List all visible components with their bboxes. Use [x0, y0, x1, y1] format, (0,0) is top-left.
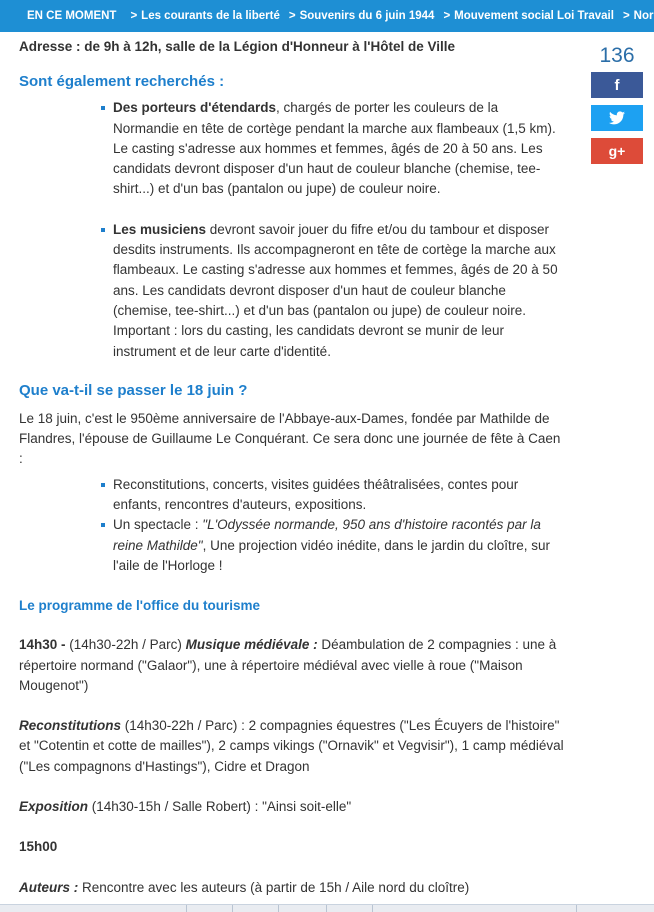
address-line: Adresse : de 9h à 12h, salle de la Légion d'Honneur à l'Hôtel de Ville — [19, 39, 456, 54]
list-item — [113, 220, 567, 362]
list-item-text: devront savoir jouer du fifre et/ou du tambour et disposer desdits instruments. Ils accompagneront en tête de cortège la marche aux flambeaux. Le casting s'adresse aux hommes et femmes, âgés de 20 à 50 ans. Les candidats devront disposer d'un haut de couleur blanche (chemise, tee-shirt...) et d'un bas (pantalon ou jupe) de couleur noire. Important : lors du casting, les candidats devront se munir de leur instrument et de leur carte d'identité. — [113, 221, 558, 359]
bottom-toolbar-edge — [0, 904, 654, 912]
section-heading-recherches: Sont également recherchés : — [19, 73, 225, 91]
googleplus-share-button[interactable] — [591, 138, 643, 164]
list-item-bold: Les musiciens — [113, 221, 207, 237]
chevron-right-icon: > — [288, 10, 296, 22]
en-ce-moment-label: EN CE MOMENT — [27, 10, 117, 22]
list-item-text: , chargés de porter les couleurs de la Normandie en tête de cortège pendant la marche aux flambeaux (1,5 km). Le casting s'adresse aux hommes et femmes, âgés de 20 à 50 ans. Les candidats devront disposer d'un haut de couleur blanche (chemise, tee-shirt...) et d'un bas (pantalon ou jupe) de couleur noire. — [113, 100, 556, 197]
facebook-icon: f — [614, 76, 620, 94]
list-item — [113, 98, 567, 199]
share-count: 136 — [599, 44, 635, 67]
share-widget — [591, 42, 643, 171]
list-item: Un spectacle : "L'Odyssée normande, 950 ans d'histoire racontés par la reine Mathilde", Une projection vidéo inédite, dans le jardin du cloître, sur l'aile de l'Horloge ! — [113, 515, 567, 576]
section-heading-programme: Le programme de l'office du tourisme — [19, 598, 261, 614]
recherches-list — [19, 98, 567, 362]
paragraph-intro: Le 18 juin, c'est le 950ème anniversaire de l'Abbaye-aux-Dames, fondée par Mathilde de Flandres, l'épouse de Guillaume Le Conquérant. Ce sera donc une journée de fête à Caen : — [19, 410, 561, 467]
nav-link-courants-liberte[interactable]: > Les courants de la liberté — [130, 10, 280, 22]
list-item: Reconstitutions, concerts, visites guidées théâtralisées, contes pour enfants, rencontres d'auteurs, expositions. — [113, 475, 567, 516]
top-news-bar — [0, 0, 654, 32]
nav-link-loi-travail[interactable]: > Mouvement social Loi Travail — [443, 10, 614, 22]
programme-auteurs: Auteurs : Rencontre avec les auteurs (à partir de 15h / Aile nord du cloître) — [19, 879, 470, 895]
nav-link-truncated[interactable]: > Nor — [622, 10, 654, 22]
twitter-share-button[interactable] — [591, 105, 643, 131]
chevron-right-icon: > — [443, 10, 451, 22]
programme-reconstitutions: Reconstitutions (14h30-22h / Parc) : 2 compagnies équestres ("Les Écuyers de l'histoire" et "Cotentin et cotte de mailles"), 2 camps vikings ("Ornavik" et Vegvisir"), 1 camp médiéval ("Les compagnons d'Hastings"), Cidre et Dragon — [19, 718, 564, 774]
section-heading-18-juin: Que va-t-il se passer le 18 juin ? — [19, 381, 248, 399]
18-juin-list — [19, 475, 567, 576]
list-item-bold: Des porteurs d'étendards — [113, 100, 277, 116]
chevron-right-icon: > — [130, 10, 138, 22]
chevron-right-icon: > — [622, 10, 630, 22]
programme-exposition: Exposition (14h30-15h / Salle Robert) : "Ainsi soit-elle" — [19, 799, 352, 815]
programme-musique: 14h30 - (14h30-22h / Parc) Musique médiévale : Déambulation de 2 compagnies : une à répertoire normand ("Galaor"), une à répertoire médiéval avec vielle à roue ("Maison Mougenot") — [19, 637, 557, 693]
facebook-share-button[interactable] — [591, 72, 643, 98]
googleplus-icon: g+ — [608, 143, 626, 159]
programme-15h00: 15h00 — [19, 839, 58, 855]
nav-link-souvenirs-6-juin[interactable]: > Souvenirs du 6 juin 1944 — [288, 10, 435, 22]
twitter-icon — [609, 111, 625, 125]
article-body — [19, 32, 567, 898]
